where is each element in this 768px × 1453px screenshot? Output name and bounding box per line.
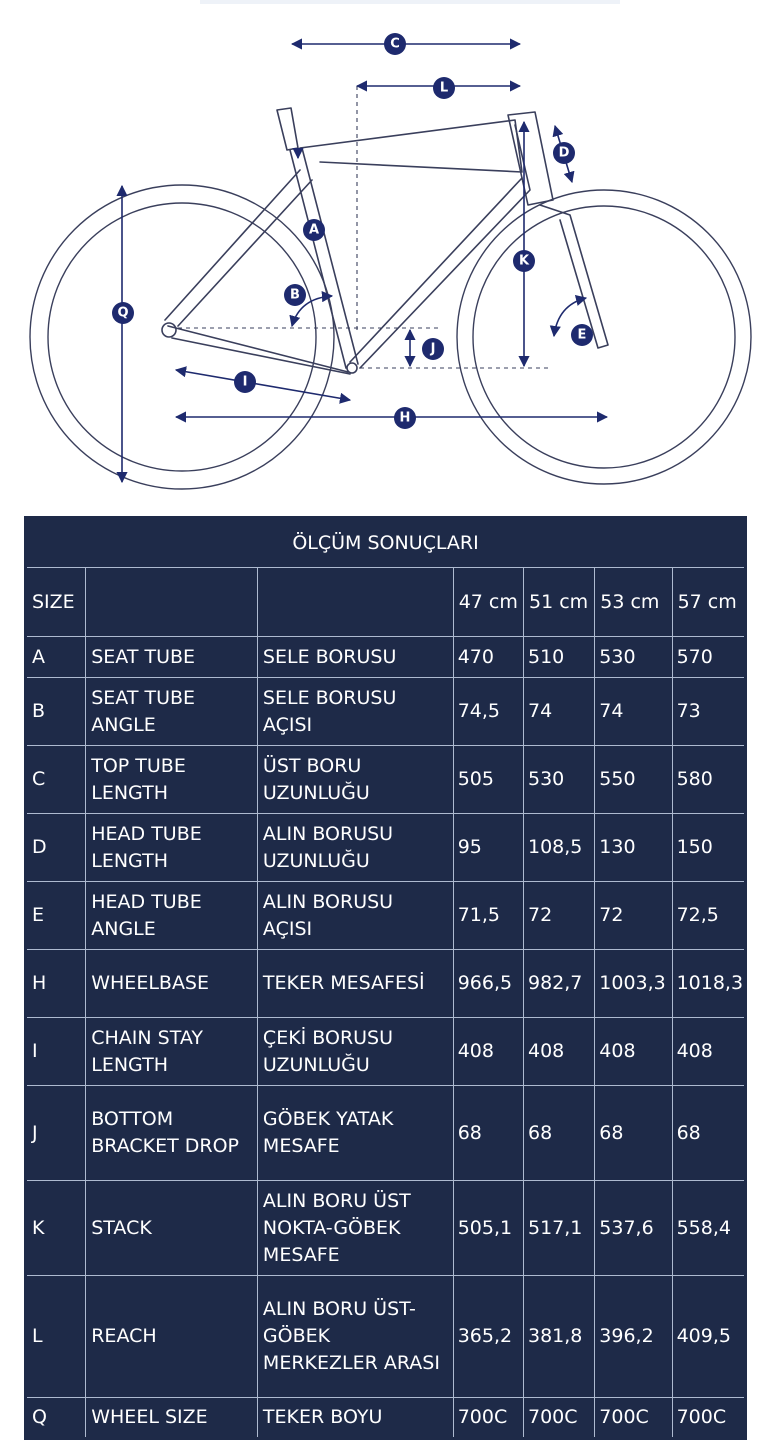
table-row bbox=[26, 814, 746, 882]
rear-wheel bbox=[30, 185, 334, 489]
row-value: 510 bbox=[523, 637, 594, 678]
label-d bbox=[553, 142, 575, 164]
row-name-tr: SELE BORUSU bbox=[257, 637, 453, 678]
row-name-en: CHAIN STAY LENGTH bbox=[86, 1018, 258, 1086]
row-name-tr: ALIN BORUSU AÇISI bbox=[257, 882, 453, 950]
row-code: A bbox=[26, 637, 86, 678]
table-row bbox=[26, 637, 746, 678]
row-value: 505 bbox=[453, 746, 523, 814]
table-row bbox=[26, 1398, 746, 1439]
svg-text:J: J bbox=[430, 341, 436, 357]
table-row bbox=[26, 1181, 746, 1276]
table-row bbox=[26, 1086, 746, 1181]
row-name-en: SEAT TUBE bbox=[86, 637, 258, 678]
row-value: 408 bbox=[523, 1018, 594, 1086]
header-empty-tr bbox=[257, 568, 453, 637]
row-value: 365,2 bbox=[453, 1276, 523, 1398]
row-value: 530 bbox=[523, 746, 594, 814]
row-value: 408 bbox=[595, 1018, 672, 1086]
row-name-en: SEAT TUBE ANGLE bbox=[86, 678, 258, 746]
row-value: 74,5 bbox=[453, 678, 523, 746]
row-name-tr: ÜST BORU UZUNLUĞU bbox=[257, 746, 453, 814]
row-value: 71,5 bbox=[453, 882, 523, 950]
size-57-header: 57 cm bbox=[672, 568, 745, 637]
row-name-tr: SELE BORUSU AÇISI bbox=[257, 678, 453, 746]
row-value: 580 bbox=[672, 746, 745, 814]
row-name-tr: ALIN BORU ÜST NOKTA-GÖBEK MESAFE bbox=[257, 1181, 453, 1276]
table-title: ÖLÇÜM SONUÇLARI bbox=[26, 518, 746, 568]
row-code: E bbox=[26, 882, 86, 950]
label-k bbox=[513, 250, 535, 272]
row-value: 72,5 bbox=[672, 882, 745, 950]
table-row bbox=[26, 882, 746, 950]
size-53-header: 53 cm bbox=[595, 568, 672, 637]
row-value: 700C bbox=[595, 1398, 672, 1439]
svg-text:K: K bbox=[518, 253, 530, 269]
row-value: 550 bbox=[595, 746, 672, 814]
bike-geometry-diagram bbox=[0, 0, 768, 500]
svg-text:Q: Q bbox=[117, 305, 129, 321]
row-name-en: WHEEL SIZE bbox=[86, 1398, 258, 1439]
row-value: 558,4 bbox=[672, 1181, 745, 1276]
row-value: 74 bbox=[595, 678, 672, 746]
row-value: 1018,3 bbox=[672, 950, 745, 1018]
label-b bbox=[284, 284, 306, 306]
row-name-en: HEAD TUBE ANGLE bbox=[86, 882, 258, 950]
label-c bbox=[384, 33, 406, 55]
row-code: I bbox=[26, 1018, 86, 1086]
row-value: 68 bbox=[453, 1086, 523, 1181]
row-name-tr: TEKER MESAFESİ bbox=[257, 950, 453, 1018]
svg-text:H: H bbox=[399, 410, 411, 426]
table-row bbox=[26, 1276, 746, 1398]
row-code: D bbox=[26, 814, 86, 882]
row-value: 408 bbox=[453, 1018, 523, 1086]
table-row bbox=[26, 1018, 746, 1086]
front-wheel-inner bbox=[473, 206, 735, 468]
row-code: Q bbox=[26, 1398, 86, 1439]
row-value: 396,2 bbox=[595, 1276, 672, 1398]
label-q bbox=[112, 302, 134, 324]
svg-text:C: C bbox=[390, 36, 400, 52]
label-a bbox=[303, 219, 325, 241]
row-name-en: HEAD TUBE LENGTH bbox=[86, 814, 258, 882]
size-47-header: 47 cm bbox=[453, 568, 523, 637]
table-row bbox=[26, 950, 746, 1018]
svg-text:I: I bbox=[242, 374, 248, 390]
row-value: 95 bbox=[453, 814, 523, 882]
row-code: B bbox=[26, 678, 86, 746]
table-row bbox=[26, 746, 746, 814]
row-name-tr: ALIN BORU ÜST-GÖBEK MERKEZLER ARASI bbox=[257, 1276, 453, 1398]
label-l bbox=[433, 77, 455, 99]
bike-frame bbox=[162, 108, 608, 374]
row-code: H bbox=[26, 950, 86, 1018]
row-name-en: REACH bbox=[86, 1276, 258, 1398]
row-value: 700C bbox=[672, 1398, 745, 1439]
table-title-row bbox=[26, 518, 746, 568]
svg-text:B: B bbox=[290, 287, 300, 303]
row-value: 409,5 bbox=[672, 1276, 745, 1398]
row-value: 700C bbox=[453, 1398, 523, 1439]
row-value: 700C bbox=[523, 1398, 594, 1439]
row-value: 73 bbox=[672, 678, 745, 746]
row-value: 74 bbox=[523, 678, 594, 746]
front-wheel bbox=[457, 190, 751, 484]
svg-text:A: A bbox=[308, 222, 320, 238]
rear-wheel-inner bbox=[48, 203, 316, 471]
row-value: 470 bbox=[453, 637, 523, 678]
row-name-en: BOTTOM BRACKET DROP bbox=[86, 1086, 258, 1181]
row-name-en: TOP TUBE LENGTH bbox=[86, 746, 258, 814]
row-value: 381,8 bbox=[523, 1276, 594, 1398]
label-h bbox=[394, 407, 416, 429]
row-value: 408 bbox=[672, 1018, 745, 1086]
size-header: SIZE bbox=[26, 568, 86, 637]
row-name-tr: GÖBEK YATAK MESAFE bbox=[257, 1086, 453, 1181]
table-header-row bbox=[26, 568, 746, 637]
row-value: 150 bbox=[672, 814, 745, 882]
row-code: C bbox=[26, 746, 86, 814]
label-i bbox=[234, 371, 256, 393]
svg-text:D: D bbox=[558, 145, 570, 161]
row-value: 530 bbox=[595, 637, 672, 678]
row-value: 505,1 bbox=[453, 1181, 523, 1276]
row-code: L bbox=[26, 1276, 86, 1398]
row-name-en: STACK bbox=[86, 1181, 258, 1276]
row-value: 72 bbox=[595, 882, 672, 950]
row-code: J bbox=[26, 1086, 86, 1181]
row-name-tr: ALIN BORUSU UZUNLUĞU bbox=[257, 814, 453, 882]
row-value: 108,5 bbox=[523, 814, 594, 882]
svg-text:L: L bbox=[439, 80, 449, 96]
row-value: 1003,3 bbox=[595, 950, 672, 1018]
table-row bbox=[26, 678, 746, 746]
row-value: 570 bbox=[672, 637, 745, 678]
svg-text:E: E bbox=[577, 327, 587, 343]
header-empty-en bbox=[86, 568, 258, 637]
size-51-header: 51 cm bbox=[523, 568, 594, 637]
row-name-tr: TEKER BOYU bbox=[257, 1398, 453, 1439]
label-j bbox=[422, 338, 444, 360]
row-code: K bbox=[26, 1181, 86, 1276]
row-value: 72 bbox=[523, 882, 594, 950]
row-value: 966,5 bbox=[453, 950, 523, 1018]
row-value: 130 bbox=[595, 814, 672, 882]
row-value: 517,1 bbox=[523, 1181, 594, 1276]
row-value: 982,7 bbox=[523, 950, 594, 1018]
row-name-en: WHEELBASE bbox=[86, 950, 258, 1018]
row-value: 68 bbox=[672, 1086, 745, 1181]
row-value: 68 bbox=[595, 1086, 672, 1181]
label-e bbox=[571, 324, 593, 346]
geometry-table bbox=[24, 516, 747, 1440]
row-name-tr: ÇEKİ BORUSU UZUNLUĞU bbox=[257, 1018, 453, 1086]
top-fade-bar bbox=[200, 0, 620, 4]
row-value: 68 bbox=[523, 1086, 594, 1181]
row-value: 537,6 bbox=[595, 1181, 672, 1276]
